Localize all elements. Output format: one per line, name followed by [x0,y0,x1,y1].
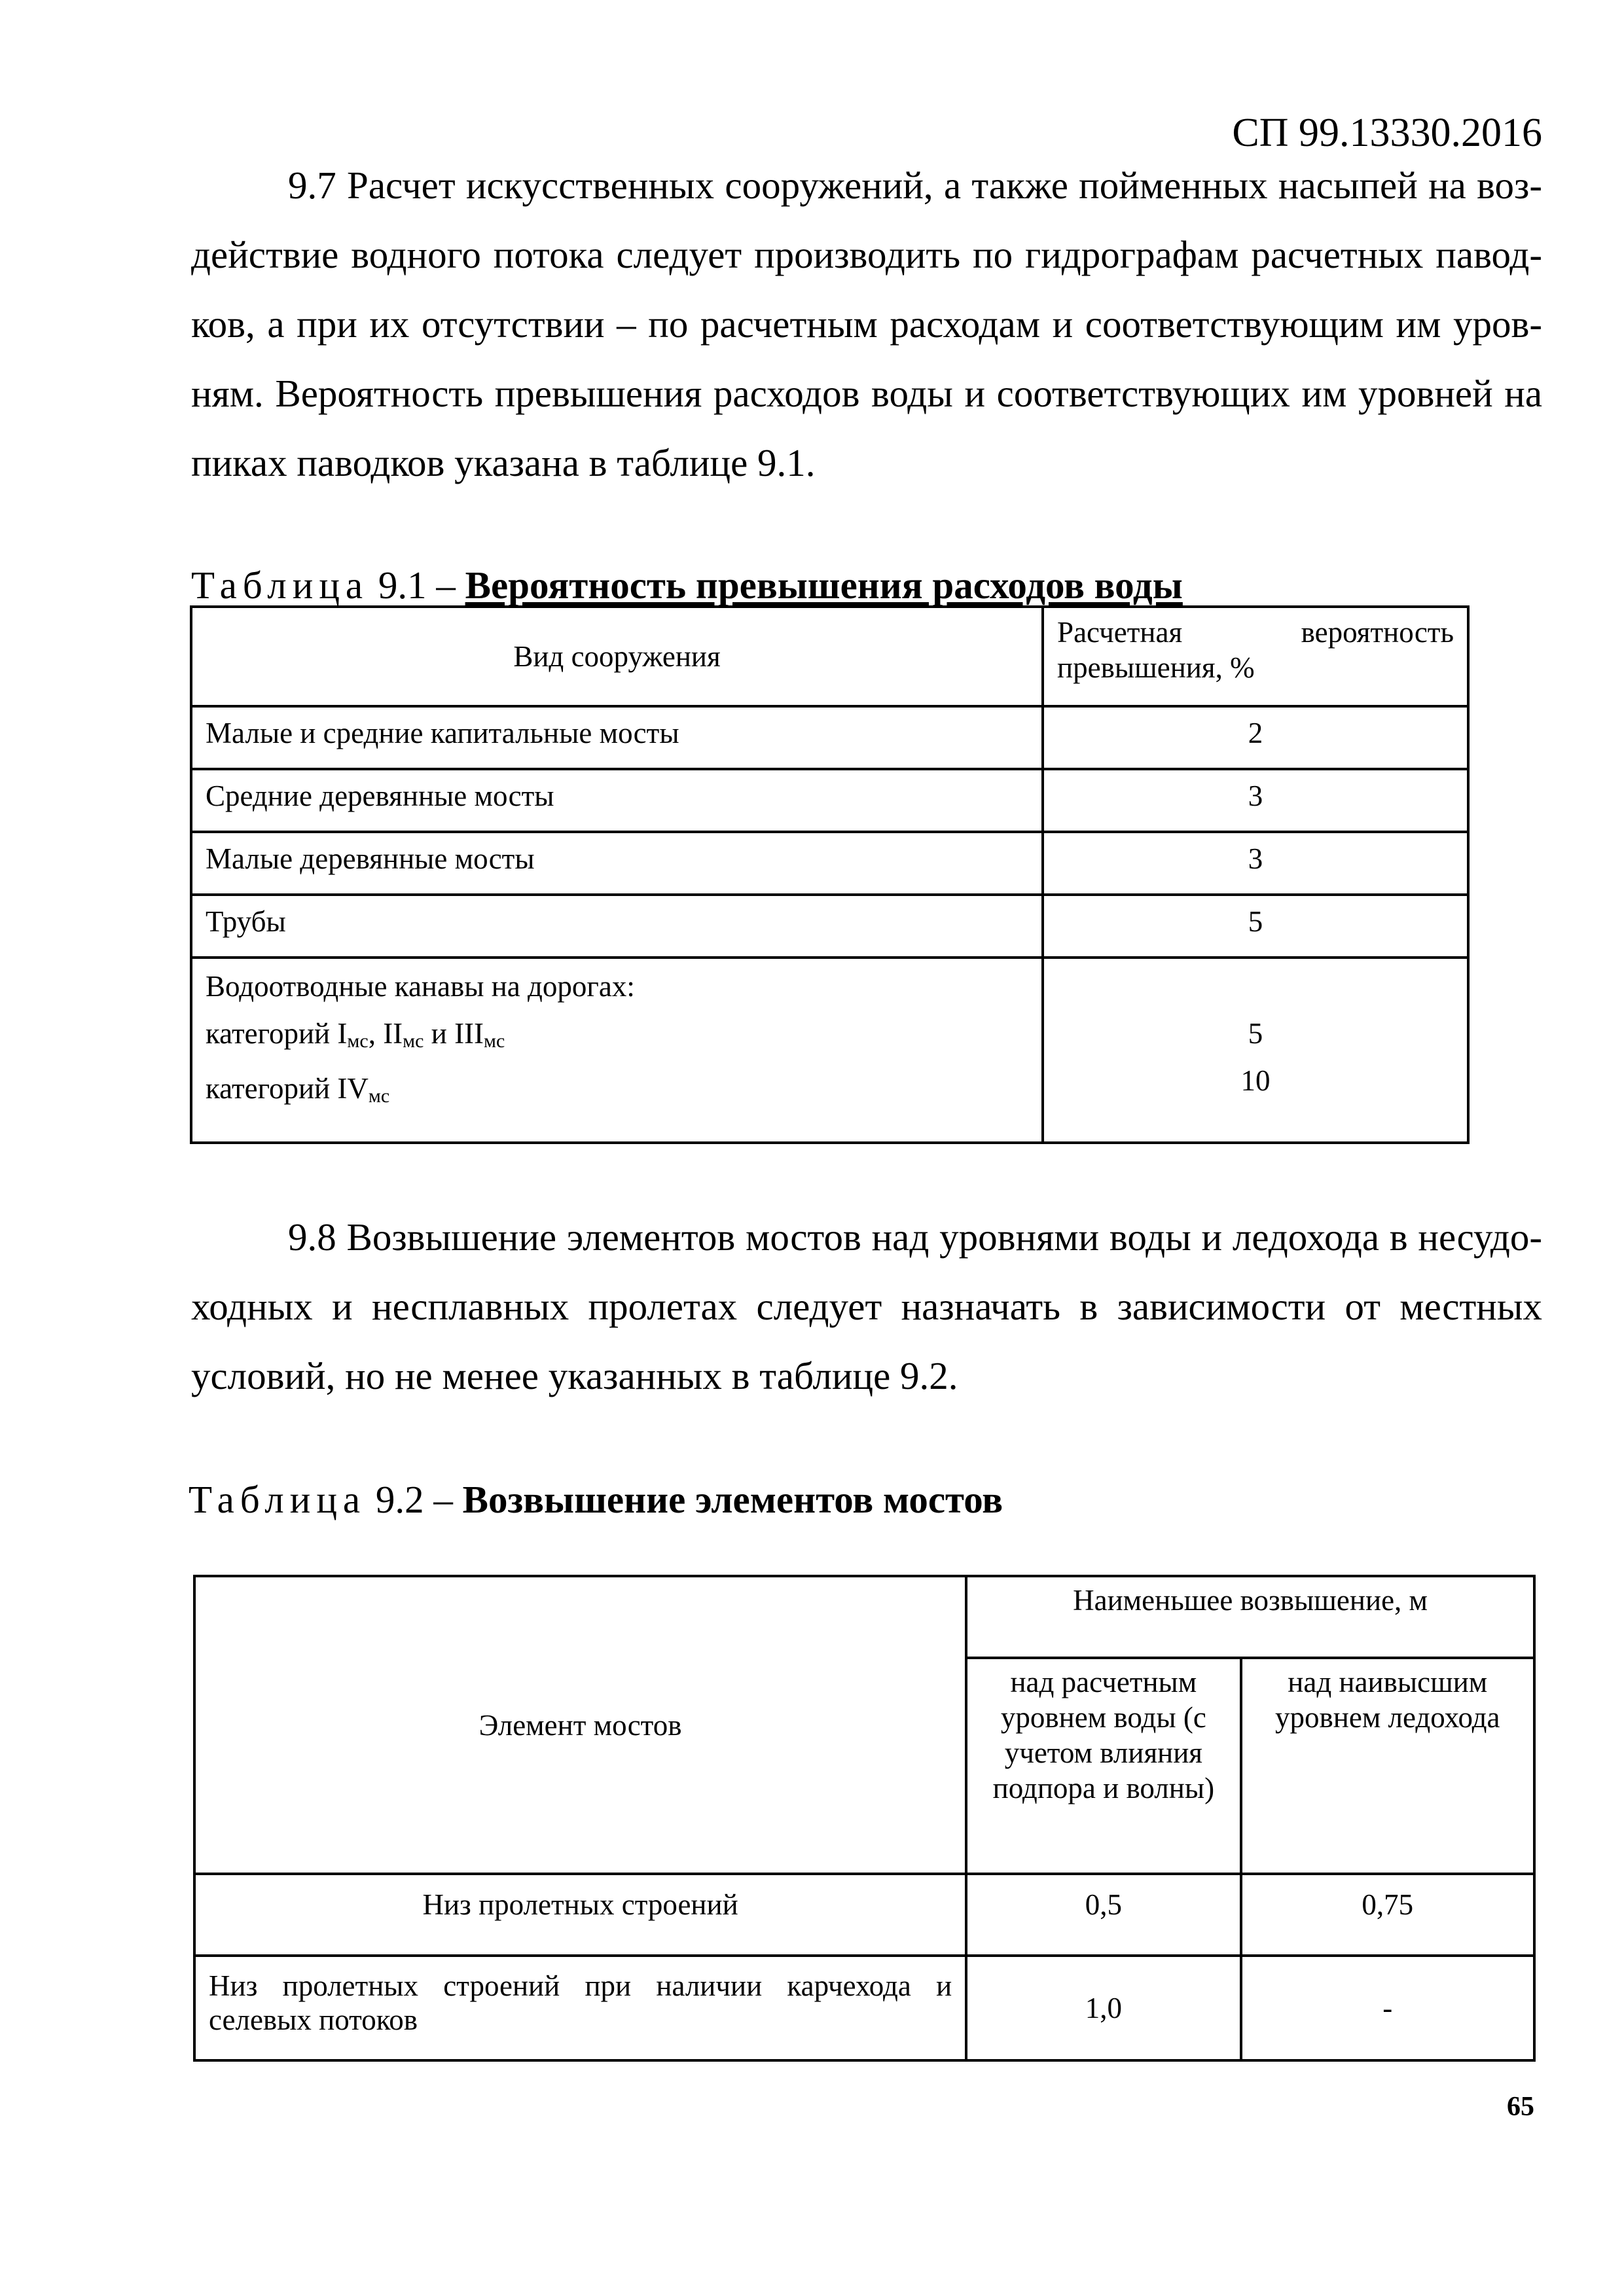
paragraph-9-7 [191,151,1542,497]
structure-type-cell [191,958,1043,1143]
water-level-cell: 0,5 [966,1874,1240,1956]
element-cell: Низ пролетных строений [194,1874,966,1956]
table-9-1 [190,605,1470,1144]
paragraph-line: 9.7 Расчет искусственных сооружений, а также пойменных насыпей на воз- [288,164,1542,207]
group-title: Водоотводные канавы на дорогах: [206,970,635,1003]
paragraph-line: пиках паводков указана в таблице 9.1. [191,441,816,484]
page-number: 65 [1507,2092,1534,2122]
table-row [191,769,1468,832]
table-row-group [191,958,1468,1143]
ice-level-cell: - [1241,1956,1534,2060]
paragraph-line: ков, а при их отсутствии – по расчетным расходам и соответствующим им уров- [191,302,1542,346]
table-header-row [191,607,1468,706]
column-header: Вид сооружения [191,607,1043,706]
table-row [191,706,1468,769]
column-header: Элемент мостов [194,1576,966,1874]
column-header: над наивысшим уровнем ледохода [1241,1658,1534,1874]
paragraph-line: ходных и несплавных пролетах следует назначать в зависимости от местных [191,1285,1542,1328]
paragraph-line: условий, но не менее указанных в таблице 9.2. [191,1354,958,1397]
table-row [191,832,1468,895]
structure-type-cell: Малые деревянные мосты [191,832,1043,895]
paragraph-9-8 [191,1202,1542,1410]
paragraph-line: 9.8 Возвышение элементов мостов над уровнями воды и ледохода в несудо- [288,1215,1542,1259]
paragraph-line: ням. Вероятность превышения расходов воды и соответствующих им уровней на [191,372,1542,415]
structure-type-cell: Трубы [191,895,1043,958]
group-item: категорий $IV_{мс}$ [206,1072,390,1107]
table-row [194,1874,1534,1956]
paragraph-line: действие водного потока следует производить по гидрографам расчетных павод- [191,233,1542,276]
table-9-2-caption: Таблица 9.2 – Возвышение элементов мостов [189,1478,1003,1521]
table-row [194,1956,1534,2060]
column-group-header: Наименьшее возвышение, м [966,1576,1534,1658]
ice-level-cell: 0,75 [1241,1874,1534,1956]
probability-cell: 3 [1043,769,1468,832]
structure-type-cell: Средние деревянные мосты [191,769,1043,832]
probability-cell: 5 [1043,895,1468,958]
table-9-2 [193,1575,1536,2062]
table-9-1-caption: Таблица 9.1 – Вероятность превышения расходов воды [191,564,1183,607]
structure-type-cell: Малые и средние капитальные мосты [191,706,1043,769]
column-header: Расчетная вероятность превышения, % [1043,607,1468,706]
document-code: СП 99.13330.2016 [1232,111,1542,155]
probability-cell: 2 [1043,706,1468,769]
column-header: над расчетным уровнем воды (с учетом влияния подпора и волны) [966,1658,1240,1874]
table-header-row [194,1576,1534,1658]
group-item: категорий $I_{мс}$, $II_{мс}$ и $III_{мс}$ [206,1017,505,1052]
table-row [191,895,1468,958]
element-cell: Низ пролетных строений при наличии карчехода и селевых потоков [194,1956,966,2060]
probability-cell: 5 10 [1043,958,1468,1143]
water-level-cell: 1,0 [966,1956,1240,2060]
probability-cell: 3 [1043,832,1468,895]
